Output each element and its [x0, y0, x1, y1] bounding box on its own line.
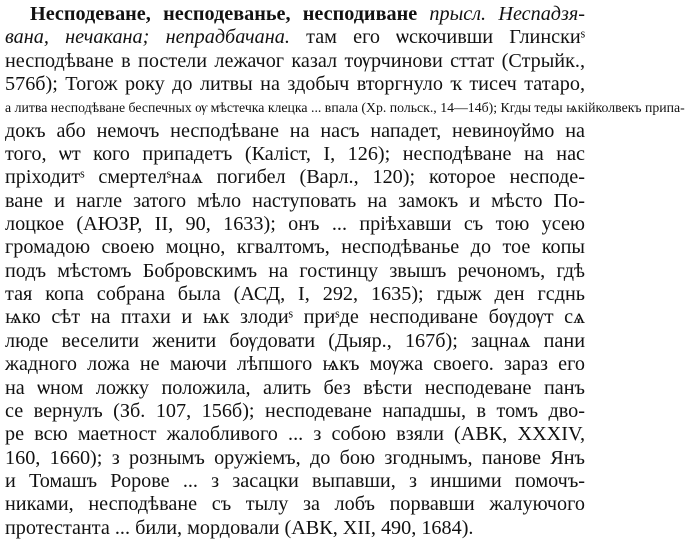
citation-text: се вернулъ (Зб. 107, 156б); несподеване нападшы, в томъ дво- — [5, 399, 585, 422]
entry-line — [5, 330, 585, 353]
entry-line — [5, 143, 585, 166]
citation-text: а литва несподѣване беспечных ѹ мѣстечка клецка ... впала (Хр. польск., 14—14б); Кгды теды ѩкійколвекъ припа- — [5, 100, 685, 116]
translation-text: прысл. Неспадзя- — [417, 3, 585, 25]
entry-line — [5, 493, 585, 516]
citation-text: люде веселити женити бѹдовати (Дыяр., 167б); зацнаѧ пани — [5, 329, 585, 352]
citation-text: ре всю маетност жалобливого ... з собою взяли (АВК, XXXIV, — [5, 423, 585, 446]
entry-line — [5, 166, 585, 189]
citation-text: докъ або немочъ несподѣване на насъ нападет, невинѹймо на — [5, 119, 585, 142]
entry-line — [5, 213, 585, 236]
citation-text: того, ѡт кого припадетъ (Каліст, I, 126); несподѣване на нас — [5, 143, 585, 166]
entry-line — [5, 96, 685, 119]
entry-line — [5, 3, 585, 26]
citation-text: прiходитˢ смертелˢнаѧ погибел (Варл., 120); которое несподе- — [5, 166, 585, 189]
entry-line — [5, 447, 585, 470]
citation-text: и Томашъ Ророве ... з засацки выпавши, з иншими помочъ- — [5, 469, 585, 492]
citation-text: несподѣване в постели лежачог казал тѹрчинови сттат (Стрыйк., — [5, 49, 585, 72]
citation-text: на ѡном ложку положила, алить без вѣсти несподеване панъ — [5, 376, 585, 399]
entry-line — [5, 470, 585, 493]
citation-text: жадного ложа не маючи лѣпшого ѩкъ мѹжа своего. зараз его — [5, 353, 585, 376]
entry-line — [5, 400, 585, 423]
citation-text: протестанта ... били, мордовали (АВК, XII, 490, 1684). — [5, 516, 474, 539]
entry-line — [5, 377, 585, 400]
headword: Несподеване, несподеванье, несподиване — [30, 3, 418, 25]
citation-text: тая копа собрана была (АСД, I, 292, 1635); гдыж ден гсднь — [5, 283, 585, 306]
entry-line — [5, 353, 585, 376]
entry-line — [5, 190, 585, 213]
citation-text: громадою своею моцно, кгвалтомъ, несподѣванье до тое копы — [5, 236, 585, 259]
entry-line — [5, 236, 585, 259]
citation-text: подъ мѣстомъ Бобровскимъ на гостинцу звышъ речономъ, гдѣ — [5, 259, 585, 282]
entry-line — [5, 50, 585, 73]
entry-line — [5, 517, 585, 540]
citation-text: лоцкое (АЮЗР, II, 90, 1633); онъ ... прiѣхавши съ тою усею — [5, 213, 585, 236]
translation-text: вана, нечакана; непрадбачана. — [5, 26, 290, 49]
entry-line — [5, 26, 585, 49]
entry-line — [5, 73, 585, 96]
citation-text: 160, 1660); з рознымъ оружіемъ, до бою згоднымъ, панове Янъ — [5, 446, 585, 469]
entry-line — [5, 120, 585, 143]
entry-line — [5, 423, 585, 446]
entry-line — [5, 306, 585, 329]
citation-text: 576б); Тогож року до литвы на здобыч вторгнуло ҡ тисеч татаро, — [5, 73, 585, 96]
entry-line — [5, 260, 585, 283]
entry-line — [5, 283, 585, 306]
citation-text: ване и нагле затого мѣло наступовать на замокъ и мѣсто По- — [5, 189, 585, 212]
citation-text: ѩко сѣт на птахи и ѩк злодиˢ приˢде несподиване бѹдѹт сѧ — [5, 306, 585, 329]
dictionary-entry — [5, 3, 685, 540]
citation-text: никами, несподѣване съ тылу за лобъ порвавши жалуючого — [5, 493, 585, 516]
citation-text: там его ѡскочивши Глинскиˢ — [289, 26, 585, 49]
